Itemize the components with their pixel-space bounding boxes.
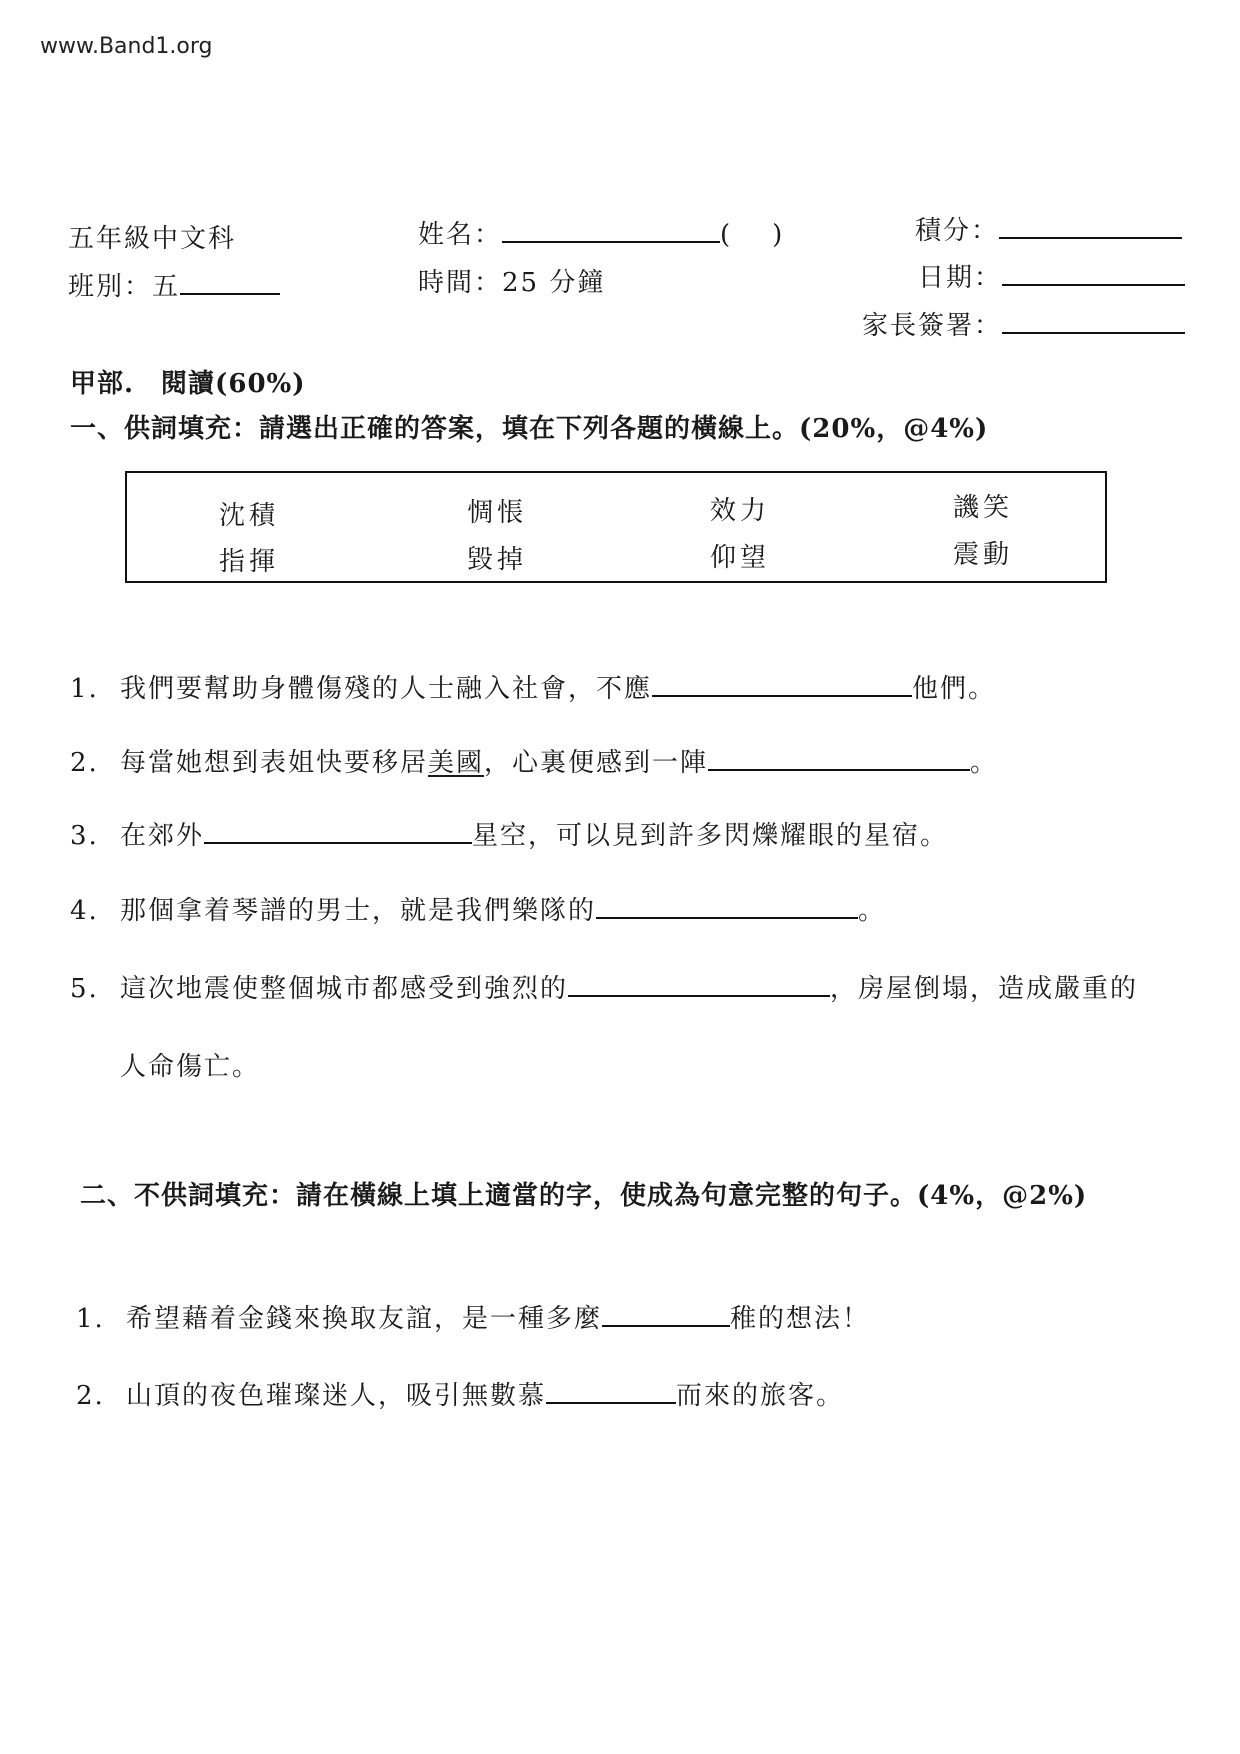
question-number: 4. xyxy=(70,896,99,926)
answer-blank[interactable] xyxy=(596,891,858,919)
section1-instruction: 一、供詞填充：請選出正確的答案，填在下列各題的橫線上。(20%，@4%) xyxy=(70,414,989,444)
question-text: 他們。 xyxy=(912,674,997,704)
question-number: 1. xyxy=(70,674,99,704)
answer-blank[interactable] xyxy=(602,1299,730,1327)
word-bank-item: 指揮 xyxy=(219,547,280,577)
section2-question-1 xyxy=(76,1298,870,1335)
site-watermark: www.Band1.org xyxy=(40,34,213,59)
question-number: 5. xyxy=(70,974,99,1004)
score-field xyxy=(915,210,1182,247)
word-bank xyxy=(125,471,1107,583)
answer-blank[interactable] xyxy=(204,816,472,844)
subject-label: 五年級中文科 xyxy=(68,224,237,254)
seat-paren-open: ( xyxy=(720,220,733,250)
date-label: 日期： xyxy=(918,263,1003,293)
section2-question-2 xyxy=(76,1375,844,1412)
question-text: 山頂的夜色璀璨迷人，吸引無數慕 xyxy=(126,1381,547,1411)
question-text: 這次地震使整個城市都感受到強烈的 xyxy=(120,974,569,1004)
part-a-title: 甲部. 閱讀(60%) xyxy=(70,369,306,399)
question-1 xyxy=(70,668,996,705)
question-text: 而來的旅客。 xyxy=(676,1381,845,1411)
word-bank-item: 毀掉 xyxy=(467,545,528,575)
question-text: 在郊外 xyxy=(120,821,205,851)
question-text: ，房屋倒塌，造成嚴重的 xyxy=(830,974,1139,1004)
word-bank-item: 沈積 xyxy=(219,501,280,531)
proper-noun-underlined: 美國 xyxy=(428,748,485,778)
parent-sign-label: 家長簽署： xyxy=(862,311,1003,341)
question-text: 星空，可以見到許多閃爍耀眼的星宿。 xyxy=(472,821,949,851)
class-label: 班別：五 xyxy=(68,272,181,302)
question-number: 2. xyxy=(70,748,99,778)
answer-blank[interactable] xyxy=(546,1376,676,1404)
word-bank-item: 譏笑 xyxy=(953,493,1014,523)
parent-sign-input[interactable] xyxy=(1002,306,1185,334)
name-input[interactable] xyxy=(502,215,720,243)
class-field xyxy=(68,266,280,303)
score-input[interactable] xyxy=(999,211,1182,239)
question-2 xyxy=(70,742,998,779)
word-bank-item: 仰望 xyxy=(710,543,771,573)
answer-blank[interactable] xyxy=(652,669,912,697)
word-bank-item: 震動 xyxy=(953,540,1014,570)
question-text: 。 xyxy=(970,748,999,778)
name-label: 姓名： xyxy=(418,220,503,250)
answer-blank[interactable] xyxy=(568,969,830,997)
question-text: 那個拿着琴譜的男士，就是我們樂隊的 xyxy=(120,896,597,926)
question-number: 3. xyxy=(70,821,99,851)
word-bank-item: 效力 xyxy=(710,496,771,526)
question-text: 稚的想法！ xyxy=(730,1304,871,1334)
seat-paren-close: ) xyxy=(772,220,785,250)
date-input[interactable] xyxy=(1002,258,1185,286)
time-label: 時間：25 分鐘 xyxy=(418,268,606,298)
question-number: 2. xyxy=(76,1381,105,1411)
class-input[interactable] xyxy=(180,267,280,295)
parent-sign-field xyxy=(862,305,1185,342)
name-field xyxy=(418,214,784,251)
score-label: 積分： xyxy=(915,216,1000,246)
question-5 xyxy=(70,968,1138,1005)
question-3 xyxy=(70,815,948,852)
question-text: ，心裏便感到一陣 xyxy=(484,748,709,778)
question-text: 每當她想到表姐快要移居 xyxy=(120,748,429,778)
question-number: 1. xyxy=(76,1304,105,1334)
question-text: 。 xyxy=(858,896,887,926)
date-field xyxy=(918,257,1185,294)
question-4 xyxy=(70,890,886,927)
answer-blank[interactable] xyxy=(708,743,970,771)
question-5-continuation: 人命傷亡。 xyxy=(120,1052,261,1082)
section2-instruction: 二、不供詞填充：請在橫線上填上適當的字，使成為句意完整的句子。(4%，@2%) xyxy=(80,1181,1088,1211)
question-text: 希望藉着金錢來換取友誼，是一種多麼 xyxy=(126,1304,603,1334)
word-bank-item: 惆悵 xyxy=(467,498,528,528)
question-text: 我們要幫助身體傷殘的人士融入社會，不應 xyxy=(120,674,653,704)
